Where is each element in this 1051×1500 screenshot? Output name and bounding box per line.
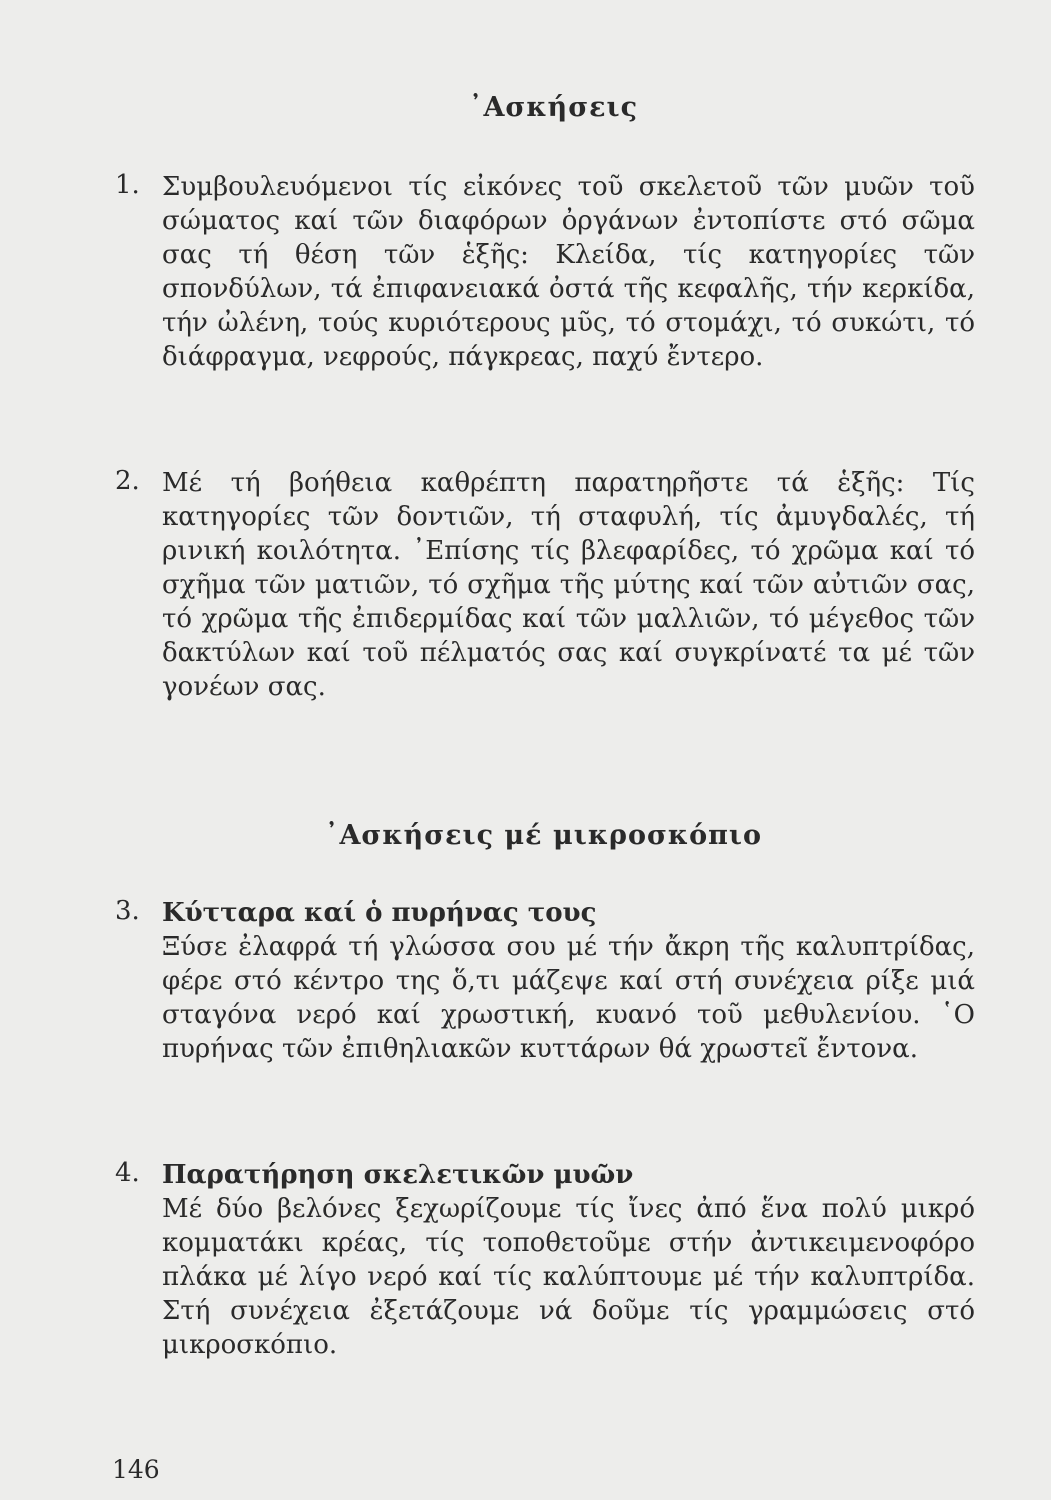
exercise-2 <box>115 466 975 704</box>
exercise-text: Μέ δύο βελόνες ξεχωρίζουμε τίς ἴνες ἀπό ἕνα πολύ μικρό κομματάκι κρέας, τίς τοποθετοῦμε στήν ἀντικειμενοφόρο πλάκα μέ λίγο νερό καί τίς καλύπτουμε μέ τήν καλυπτρίδα. Στή συνέχεια ἐξετάζουμε νά δοῦμε τίς γραμμώσεις στό μικροσκόπιο. <box>162 1194 975 1360</box>
exercise-body <box>162 896 975 1066</box>
exercise-number: 3. <box>115 896 140 926</box>
exercise-text: Ξύσε ἐλαφρά τή γλώσσα σου μέ τήν ἄκρη τῆς καλυπτρίδας, φέρε στό κέντρο της ὅ,τι μάζεψε καί στή συνέχεια ρίξε μιά σταγόνα νερό καί χρωστική, κυανό τοῦ μεθυλενίου. ῾Ο πυρήνας τῶν ἐπιθηλιακῶν κυττάρων θά χρωστεῖ ἔντονα. <box>162 932 975 1064</box>
page-number: 146 <box>112 1455 160 1484</box>
exercise-body <box>162 1158 975 1362</box>
exercise-number: 2. <box>115 466 140 496</box>
exercise-number: 1. <box>115 170 140 200</box>
exercise-title: Παρατήρηση σκελετικῶν μυῶν <box>162 1160 634 1190</box>
exercise-number: 4. <box>115 1158 140 1188</box>
exercise-4 <box>115 1158 975 1362</box>
section-heading-exercises: ᾿Ασκήσεις <box>468 92 639 123</box>
exercise-text: Συμβουλευόμενοι τίς εἰκόνες τοῦ σκελετοῦ τῶν μυῶν τοῦ σώματος καί τῶν διαφόρων ὀργάνων ἐντοπίστε στό σῶμα σας τή θέση τῶν ἑξῆς: Κλείδα, τίς κατηγορίες τῶν σπονδύλων, τά ἐπιφανειακά ὀστά τῆς κεφαλῆς, τήν κερκίδα, τήν ὠλένη, τούς κυριότερους μῦς, τό στομάχι, τό συκώτι, τό διάφραγμα, νεφρούς, πάγκρεας, παχύ ἔντερο. <box>162 172 975 372</box>
section-heading-microscope-exercises: ᾿Ασκήσεις μέ μικροσκόπιο <box>324 820 763 851</box>
exercise-title: Κύτταρα καί ὁ πυρήνας τους <box>162 898 597 928</box>
exercise-1 <box>115 170 975 374</box>
exercise-text: Μέ τή βοήθεια καθρέπτη παρατηρῆστε τά ἑξῆς: Τίς κατηγορίες τῶν δοντιῶν, τή σταφυλή, τίς ἀμυγδαλές, τή ρινική κοιλότητα. ᾿Επίσης τίς βλεφαρίδες, τό χρῶμα καί τό σχῆμα τῶν ματιῶν, τό σχῆμα τῆς μύτης καί τῶν αὐτιῶν σας, τό χρῶμα τῆς ἐπιδερμίδας καί τῶν μαλλιῶν, τό μέγεθος τῶν δακτύλων καί τοῦ πέλματός σας καί συγκρίνατέ τα μέ τῶν γονέων σας. <box>162 468 975 702</box>
exercise-3 <box>115 896 975 1066</box>
